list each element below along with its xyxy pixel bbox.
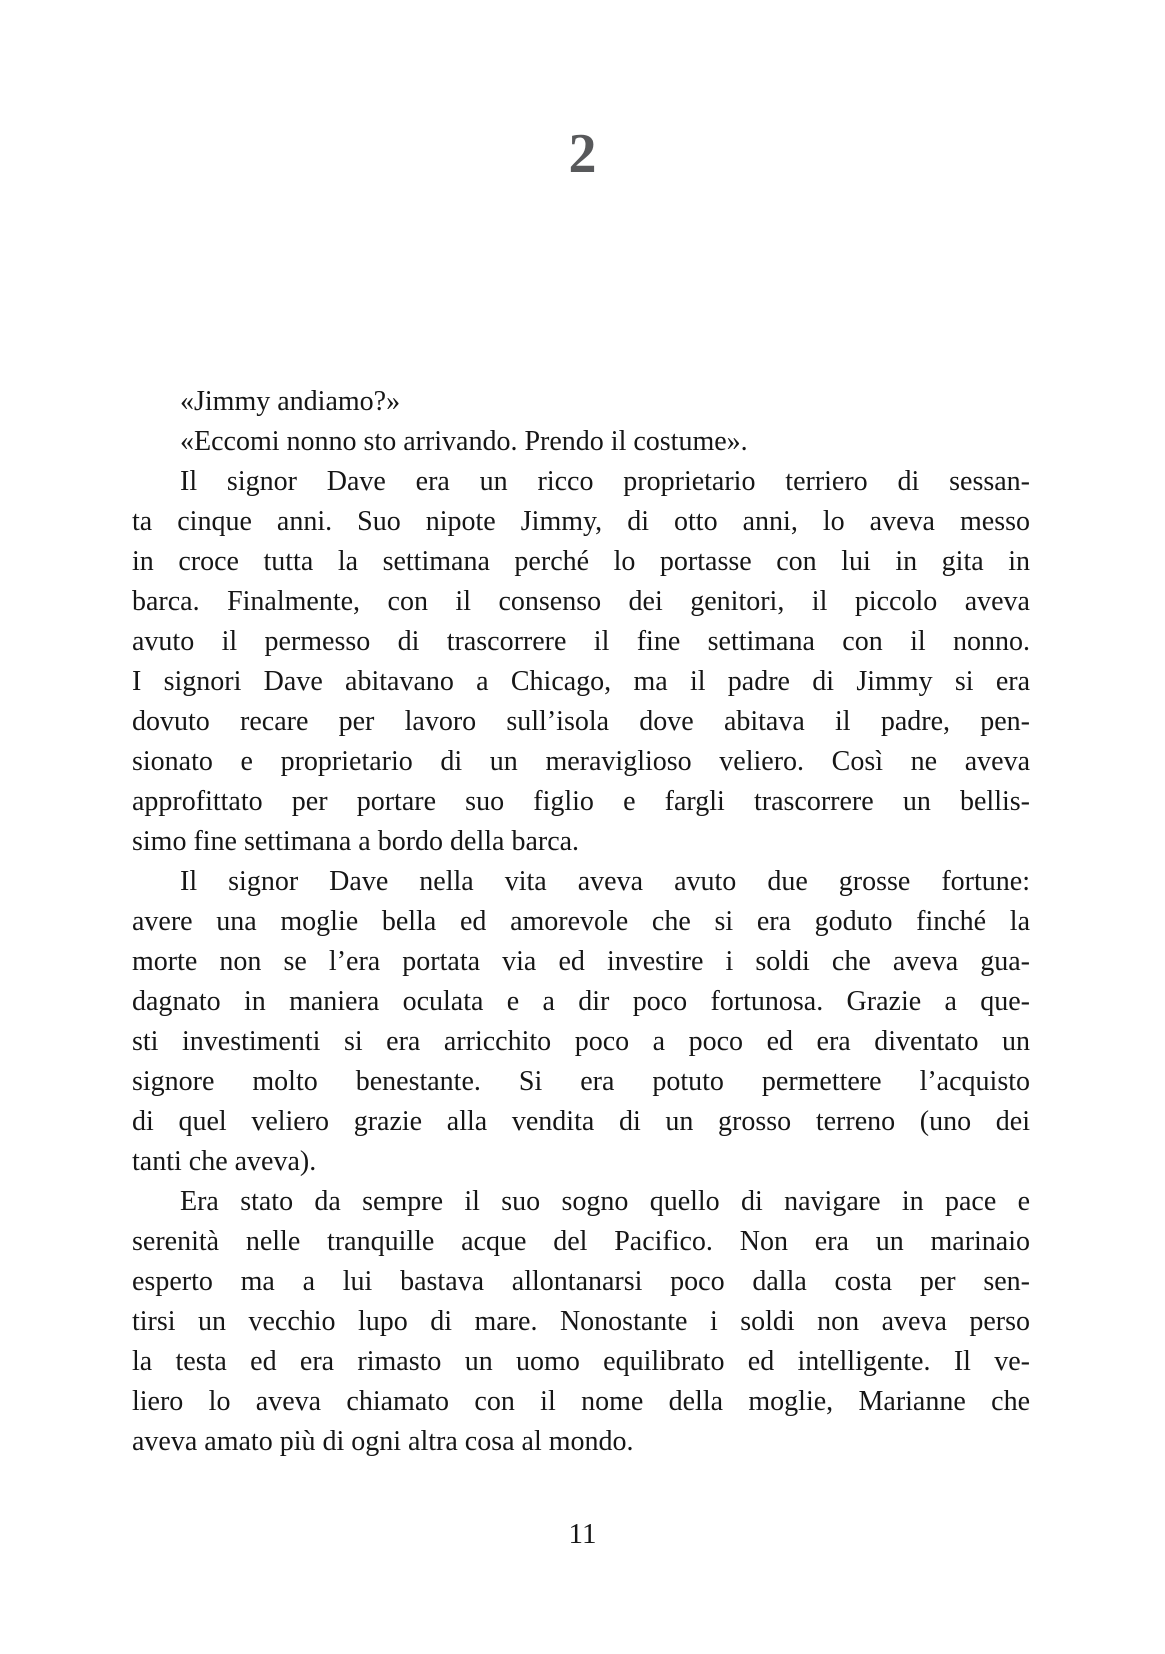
text-line: sti investimenti si era arricchito poco a poco ed era diventato un <box>132 1026 1030 1057</box>
text-line: Il signor Dave nella vita aveva avuto due grosse fortune: <box>180 866 1030 897</box>
text-line: di quel veliero grazie alla vendita di un grosso terreno (uno dei <box>132 1106 1030 1137</box>
text-line: tirsi un vecchio lupo di mare. Nonostante i soldi non aveva perso <box>132 1306 1030 1337</box>
text-line: barca. Finalmente, con il consenso dei genitori, il piccolo aveva <box>132 586 1030 617</box>
text-line: morte non se l’era portata via ed investire i soldi che aveva gua- <box>132 946 1030 977</box>
text-line: avuto il permesso di trascorrere il fine settimana con il nonno. <box>132 626 1030 657</box>
text-line: la testa ed era rimasto un uomo equilibrato ed intelligente. Il ve- <box>132 1346 1030 1377</box>
text-line: approfittato per portare suo figlio e fargli trascorrere un bellis- <box>132 786 1030 817</box>
text-line: simo fine settimana a bordo della barca. <box>132 826 580 857</box>
text-line: sionato e proprietario di un meraviglioso veliero. Così ne aveva <box>132 746 1030 777</box>
text-line: dagnato in maniera oculata e a dir poco fortunosa. Grazie a que- <box>132 986 1030 1017</box>
text-line: ta cinque anni. Suo nipote Jimmy, di otto anni, lo aveva messo <box>132 506 1030 537</box>
text-line: I signori Dave abitavano a Chicago, ma il padre di Jimmy si era <box>132 666 1030 697</box>
text-line: dovuto recare per lavoro sull’isola dove abitava il padre, pen- <box>132 706 1030 737</box>
text-line: serenità nelle tranquille acque del Pacifico. Non era un marinaio <box>132 1226 1030 1257</box>
text-line: Era stato da sempre il suo sogno quello di navigare in pace e <box>180 1186 1030 1217</box>
text-line: signore molto benestante. Si era potuto permettere l’acquisto <box>132 1066 1030 1097</box>
text-line: in croce tutta la settimana perché lo portasse con lui in gita in <box>132 546 1030 577</box>
text-line: aveva amato più di ogni altra cosa al mondo. <box>132 1426 634 1457</box>
text-line: «Jimmy andiamo?» <box>180 386 401 417</box>
page-number: 11 <box>568 1518 597 1550</box>
text-line: esperto ma a lui bastava allontanarsi poco dalla costa per sen- <box>132 1266 1030 1297</box>
text-line: Il signor Dave era un ricco proprietario terriero di sessan- <box>180 466 1030 497</box>
text-line: liero lo aveva chiamato con il nome della moglie, Marianne che <box>132 1386 1030 1417</box>
text-line: «Eccomi nonno sto arrivando. Prendo il costume». <box>180 426 748 457</box>
text-line: avere una moglie bella ed amorevole che si era goduto finché la <box>132 906 1030 937</box>
chapter-number: 2 <box>568 123 597 185</box>
text-line: tanti che aveva). <box>132 1146 317 1177</box>
body-text <box>132 382 1030 1462</box>
